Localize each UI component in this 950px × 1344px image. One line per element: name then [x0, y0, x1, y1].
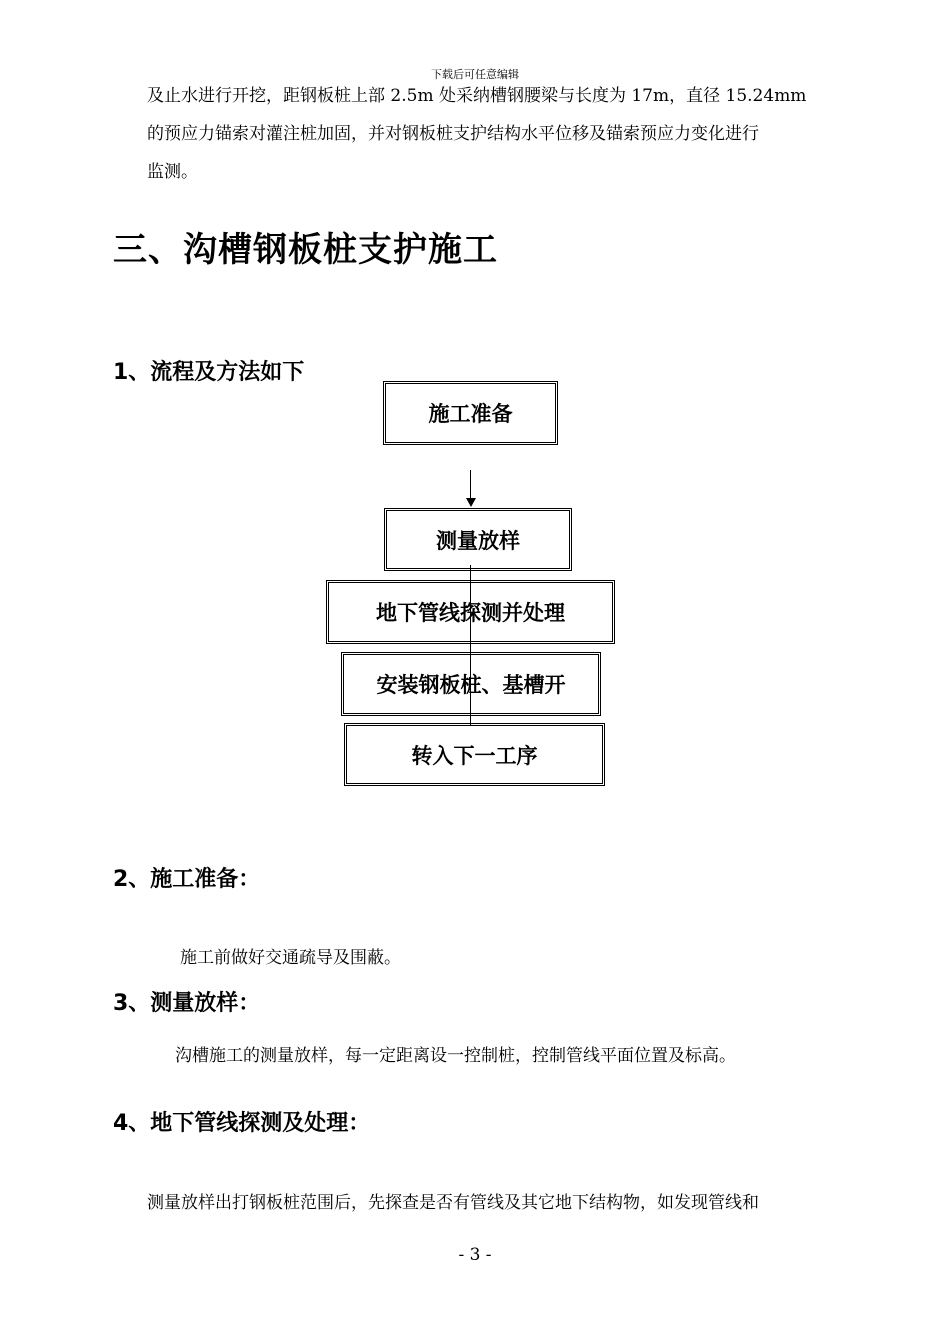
flow-step-label: 施工准备 [428, 402, 513, 426]
pipe-body: 测量放样出打钢板桩范围后，先探查是否有管线及其它地下结构物，如发现管线和 [147, 1193, 759, 1213]
flow-step-survey [384, 508, 572, 571]
prep-body: 施工前做好交通疏导及围蔽。 [180, 948, 401, 968]
flow-step-label: 测量放样 [436, 528, 520, 553]
section-title: 三、沟槽钢板桩支护施工 [113, 230, 498, 270]
flow-step-next [344, 723, 605, 786]
arrow-line [470, 470, 471, 500]
flow-step-label: 安装钢板桩、基槽开 [376, 673, 566, 697]
header-note: 下载后可任意编辑 [431, 68, 519, 81]
prep-heading: 2、施工准备： [113, 867, 261, 892]
pipe-heading: 4、地下管线探测及处理： [113, 1111, 371, 1136]
flow-step-label: 转入下一工序 [411, 743, 538, 768]
arrow-head [466, 498, 476, 507]
flow-step-label: 地下管线探测并处理 [376, 601, 565, 625]
flow-step-prep [383, 381, 558, 445]
page-number: - 3 - [458, 1245, 492, 1265]
intro-paragraph [147, 77, 867, 191]
survey-heading: 3、测量放样： [113, 991, 261, 1016]
survey-body: 沟槽施工的测量放样，每一定距离设一控制桩，控制管线平面位置及标高。 [175, 1046, 736, 1066]
intro-line: 及止水进行开挖，距钢板桩上部 2.5m 处采纳槽钢腰梁与长度为 17m，直径 15.24mm [147, 86, 807, 106]
arrow-line [470, 565, 471, 725]
intro-line: 的预应力锚索对灌注桩加固，并对钢板桩支护结构水平位移及锚索预应力变化进行 [147, 124, 759, 144]
intro-line: 监测。 [147, 162, 198, 182]
flow-heading: 1、流程及方法如下 [113, 360, 305, 385]
flow-step-install [341, 652, 601, 716]
